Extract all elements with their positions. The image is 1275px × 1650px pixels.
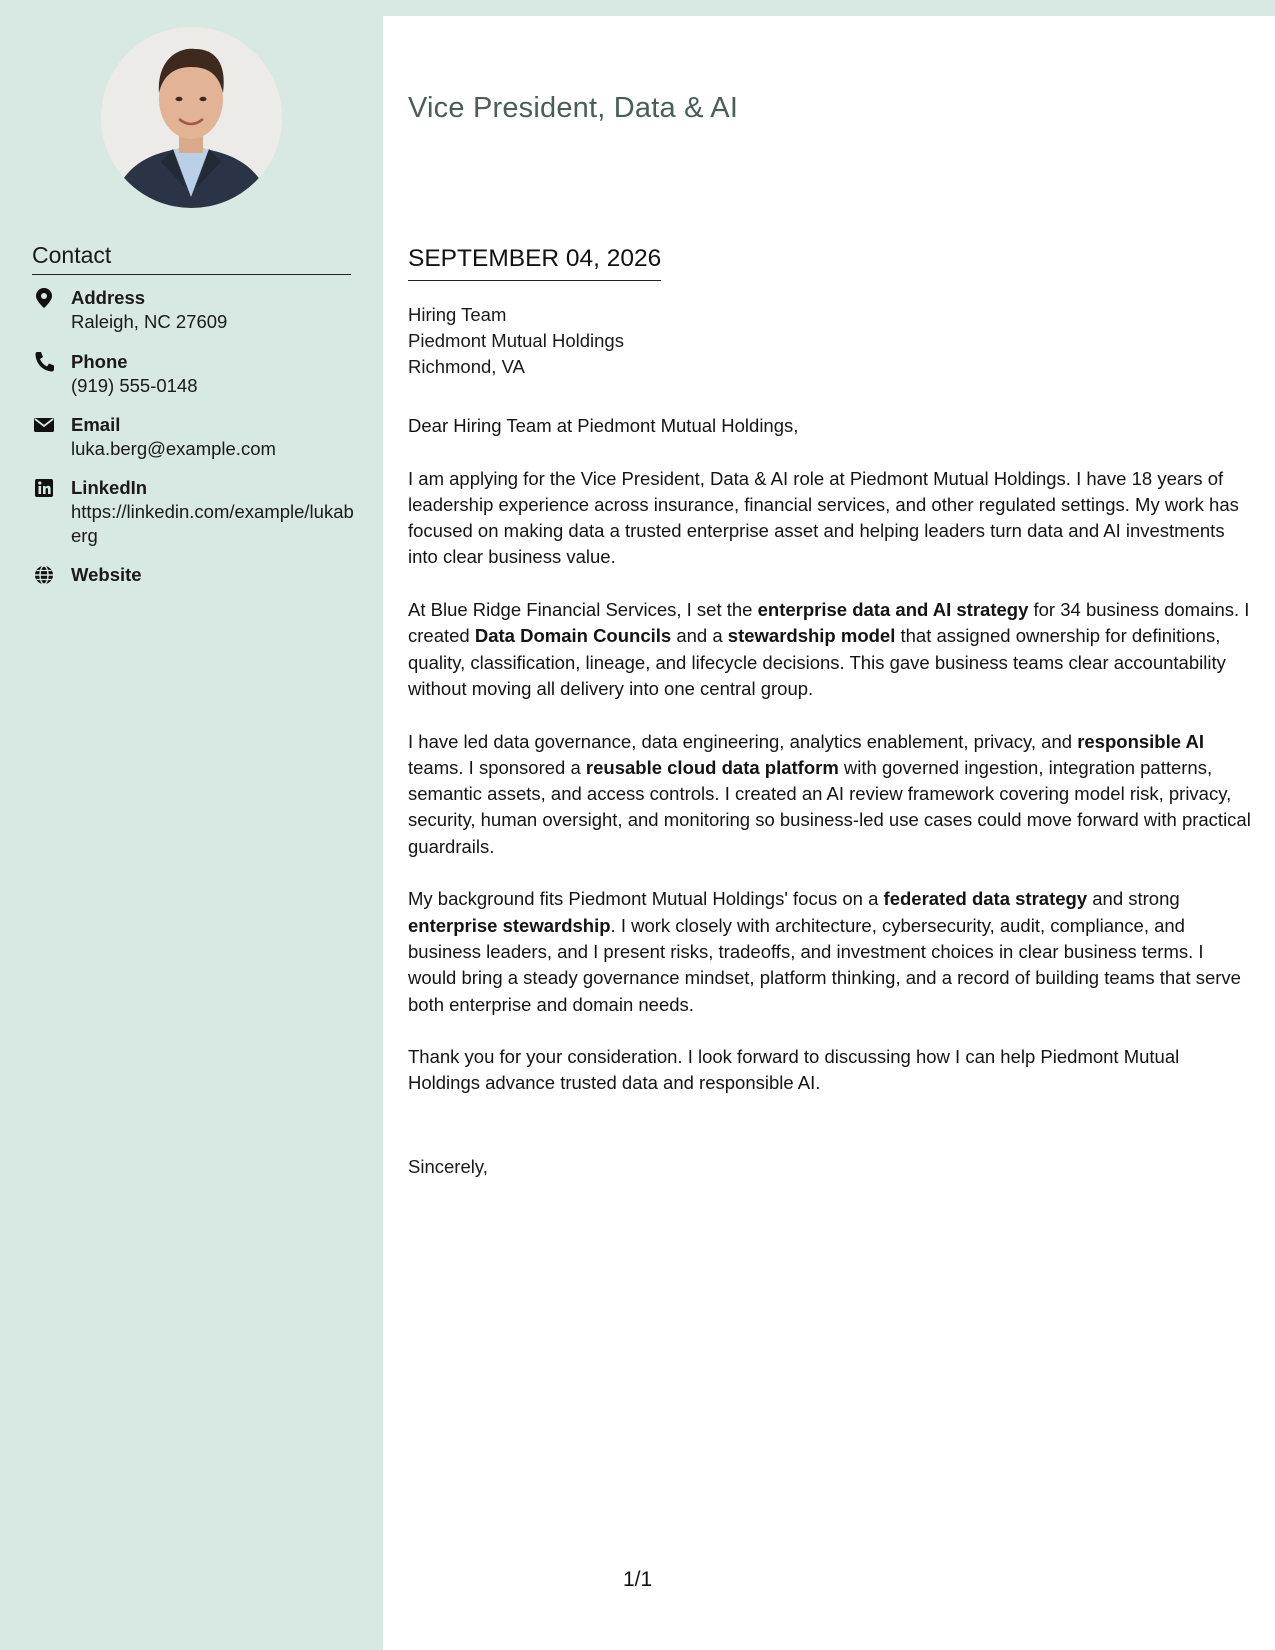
contact-label-website[interactable]: Website bbox=[71, 564, 142, 585]
paragraph-text: with governed ingestion, integration patterns, semantic assets, and access controls. I created an AI review framework covering model risk, privacy, security, human oversight, and monitoring so business-led use cases could move forward with practical guardrails. bbox=[408, 756, 1251, 857]
paragraph-text: At Blue Ridge Financial Services, I set the bbox=[408, 599, 758, 621]
salutation: Dear Hiring Team at Piedmont Mutual Holdings, bbox=[408, 415, 799, 436]
sidebar bbox=[0, 0, 383, 1650]
map-pin-icon bbox=[32, 287, 56, 309]
contact-value-address: Raleigh, NC 27609 bbox=[71, 311, 228, 332]
recipient-line: Richmond, VA bbox=[408, 356, 525, 377]
paragraph-text: teams. I sponsored a bbox=[408, 756, 586, 778]
paragraph-text: I have led data governance, data engineering, analytics enablement, privacy, and bbox=[408, 730, 1078, 752]
letter-paragraph bbox=[408, 597, 1253, 702]
paragraph-text: My background fits Piedmont Mutual Holdings' focus on a bbox=[408, 888, 884, 910]
contact-label-address: Address bbox=[71, 287, 146, 308]
globe-icon bbox=[32, 564, 56, 586]
emphasis-text: stewardship model bbox=[727, 625, 896, 647]
emphasis-text: reusable cloud data platform bbox=[585, 756, 839, 778]
emphasis-text: enterprise stewardship bbox=[408, 914, 611, 936]
letter-paragraph bbox=[408, 729, 1253, 860]
contact-label-linkedin: LinkedIn bbox=[71, 477, 148, 498]
page-number: 1/1 bbox=[623, 1568, 653, 1591]
emphasis-text: enterprise data and AI strategy bbox=[757, 599, 1029, 621]
contact-label-phone: Phone bbox=[71, 351, 128, 372]
contact-value-phone: (919) 555-0148 bbox=[71, 375, 198, 396]
contact-label-email: Email bbox=[71, 414, 121, 435]
main-content bbox=[383, 16, 1275, 1650]
job-title: Vice President, Data & AI bbox=[408, 92, 739, 124]
paragraph-text: I am applying for the Vice President, Data & AI role at Piedmont Mutual Holdings. I have 18 years of leadership experience across insurance, financial services, and other regulated settings. My work has focused on making data a trusted enterprise asset and helping leaders turn data and AI investments into clear business value. bbox=[408, 467, 1239, 568]
letter-paragraph bbox=[408, 886, 1253, 1017]
letter-paragraph bbox=[408, 466, 1253, 571]
paragraph-text: . I work closely with architecture, cybersecurity, audit, compliance, and business leaders, and I present risks, tradeoffs, and investment choices in clear business terms. I would bring a steady governance mindset, platform thinking, and a record of building teams that serve both enterprise and domain needs. bbox=[408, 914, 1241, 1015]
emphasis-text: responsible AI bbox=[1077, 730, 1204, 752]
profile-photo bbox=[101, 27, 282, 208]
emphasis-text: federated data strategy bbox=[883, 888, 1088, 910]
closing: Sincerely, bbox=[408, 1156, 488, 1177]
recipient-block bbox=[408, 302, 624, 380]
paragraph-text: and strong bbox=[1087, 888, 1180, 910]
letter-paragraph bbox=[408, 1044, 1253, 1097]
paragraph-text: that assigned ownership for definitions, quality, classification, lineage, and lifecycle decisions. This gave business teams clear accountability without moving all delivery into one central group. bbox=[408, 625, 1226, 699]
contact-value-email[interactable]: luka.berg@example.com bbox=[71, 438, 276, 459]
recipient-line: Piedmont Mutual Holdings bbox=[408, 330, 624, 351]
envelope-icon bbox=[32, 414, 56, 436]
paragraph-text: and a bbox=[671, 625, 728, 647]
letter-body bbox=[408, 413, 1253, 1123]
contact-heading: Contact bbox=[32, 240, 351, 275]
paragraph-text: Thank you for your consideration. I look forward to discussing how I can help Piedmont Mutual Holdings advance trusted data and responsible AI. bbox=[408, 1046, 1180, 1094]
avatar bbox=[101, 27, 282, 208]
recipient-line: Hiring Team bbox=[408, 304, 507, 325]
contact-value-linkedin[interactable]: https://linkedin.com/example/lukaberg bbox=[71, 501, 354, 546]
letter-date: SEPTEMBER 04, 2026 bbox=[408, 244, 661, 281]
emphasis-text: Data Domain Councils bbox=[474, 625, 672, 647]
paragraph-text: for 34 business domains. I created bbox=[408, 599, 1250, 647]
phone-icon bbox=[32, 351, 56, 373]
linkedin-icon bbox=[32, 477, 56, 499]
